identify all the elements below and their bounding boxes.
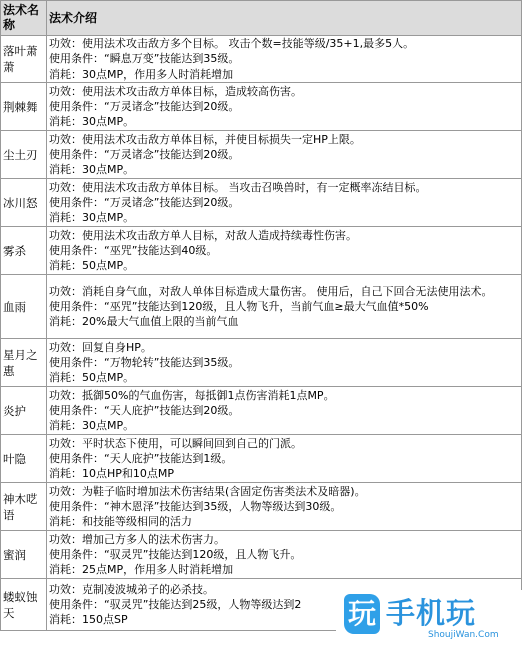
skill-description-line: 消耗：25点MP，作用多人时消耗增加 bbox=[49, 563, 234, 577]
skill-description bbox=[47, 83, 522, 131]
skill-description-line: 消耗：30点MP，作用多人时消耗增加 bbox=[49, 67, 234, 81]
skill-name: 炎护 bbox=[1, 387, 47, 435]
header-skill-name: 法术名称 bbox=[1, 1, 47, 36]
watermark-logo-icon: 玩 bbox=[344, 594, 380, 634]
skill-description-line: 消耗：150点SP bbox=[49, 613, 128, 627]
table-row bbox=[1, 531, 522, 579]
table-row bbox=[1, 339, 522, 387]
skill-description bbox=[47, 227, 522, 275]
skill-description-line: 功效：使用法术攻击敌方单体目标，并使目标损失一定HP上限。 bbox=[49, 132, 361, 146]
table-row bbox=[1, 179, 522, 227]
skill-description-line: 功效：克制凌波城弟子的必杀技。 bbox=[49, 582, 214, 596]
skill-description-line: 功效：使用法术攻击敌方多个目标。 攻击个数=技能等级/35+1,最多5人。 bbox=[49, 37, 415, 51]
watermark-brand: 手机玩 bbox=[386, 596, 477, 630]
skill-description bbox=[47, 275, 522, 339]
skill-description-line: 使用条件：“驭灵咒”技能达到25级，人物等级达到2 bbox=[49, 597, 302, 611]
skill-name: 蜜润 bbox=[1, 531, 47, 579]
skill-description-line: 使用条件：“巫咒”技能达到120级，且人物飞升，当前气血≥最大气血值*50% bbox=[49, 299, 429, 313]
skill-description bbox=[47, 531, 522, 579]
skill-description-line: 功效：回复自身HP。 bbox=[49, 340, 152, 354]
skill-description bbox=[47, 483, 522, 531]
skill-name: 尘土刃 bbox=[1, 131, 47, 179]
skill-name: 冰川怒 bbox=[1, 179, 47, 227]
skill-description-line: 功效：平时状态下使用，可以瞬间回到自己的门派。 bbox=[49, 436, 302, 450]
skill-description bbox=[47, 36, 522, 83]
skill-name: 荆棘舞 bbox=[1, 83, 47, 131]
skill-description bbox=[47, 339, 522, 387]
skill-name: 雾杀 bbox=[1, 227, 47, 275]
watermark bbox=[336, 590, 523, 649]
skill-name: 蝼蚁蚀天 bbox=[1, 579, 47, 631]
skill-description-line: 功效：为鞋子临时增加法术伤害结果(含固定伤害类法术及暗器)。 bbox=[49, 484, 366, 498]
skill-description-line: 消耗：30点MP。 bbox=[49, 211, 135, 225]
skill-description-line: 使用条件：“万物轮转”技能达到35级。 bbox=[49, 355, 240, 369]
skill-description-line: 消耗：20%最大气血值上限的当前气血 bbox=[49, 315, 239, 329]
skill-description-line: 消耗：和技能等级相同的活力 bbox=[49, 515, 192, 529]
skill-description-line: 使用条件：“天人庇护”技能达到20级。 bbox=[49, 403, 240, 417]
skill-description bbox=[47, 131, 522, 179]
watermark-url: ShoujiWan.Com bbox=[428, 630, 499, 640]
skill-name: 血雨 bbox=[1, 275, 47, 339]
skill-description-line: 使用条件：“驭灵咒”技能达到120级，且人物飞升。 bbox=[49, 547, 302, 561]
table-row bbox=[1, 36, 522, 83]
skill-description-line: 功效：使用法术攻击敌方单体目标。 当攻击召唤兽时，有一定概率冻结目标。 bbox=[49, 180, 427, 194]
skill-description-line: 使用条件：“万灵诸念”技能达到20级。 bbox=[49, 195, 240, 209]
skill-name: 落叶萧萧 bbox=[1, 36, 47, 83]
skill-description-line: 消耗：30点MP。 bbox=[49, 115, 135, 129]
table-row bbox=[1, 83, 522, 131]
skill-description-line: 使用条件：“巫咒”技能达到40级。 bbox=[49, 243, 218, 257]
table-row bbox=[1, 387, 522, 435]
table-row bbox=[1, 227, 522, 275]
skill-description-line: 功效：使用法术攻击敌方单体目标，造成较高伤害。 bbox=[49, 84, 302, 98]
table-row bbox=[1, 483, 522, 531]
skill-description bbox=[47, 435, 522, 483]
skill-description-line: 消耗：50点MP。 bbox=[49, 259, 135, 273]
table-row bbox=[1, 435, 522, 483]
skill-name: 神木呓语 bbox=[1, 483, 47, 531]
skill-description-line: 功效：消耗自身气血，对敌人单体目标造成大量伤害。 使用后，自己下回合无法使用法术。 bbox=[49, 284, 493, 298]
skill-description-line: 消耗：30点MP。 bbox=[49, 419, 135, 433]
skill-description bbox=[47, 179, 522, 227]
skill-description-line: 消耗：10点HP和10点MP bbox=[49, 467, 175, 481]
skill-description-line: 消耗：50点MP。 bbox=[49, 371, 135, 385]
skill-description-line: 使用条件：“万灵诸念”技能达到20级。 bbox=[49, 99, 240, 113]
skill-description-line: 使用条件：“神木恩泽”技能达到35级，人物等级达到30级。 bbox=[49, 499, 342, 513]
skill-name: 叶隐 bbox=[1, 435, 47, 483]
table-row bbox=[1, 275, 522, 339]
skill-description-line: 功效：使用法术攻击敌方单人目标，对敌人造成持续毒性伤害。 bbox=[49, 228, 357, 242]
skill-description-line: 消耗：30点MP。 bbox=[49, 163, 135, 177]
skill-description bbox=[47, 387, 522, 435]
skill-description-line: 使用条件：“万灵诸念”技能达到20级。 bbox=[49, 147, 240, 161]
skill-description-line: 功效：增加己方多人的法术伤害力。 bbox=[49, 532, 225, 546]
skill-description-line: 功效：抵御50%的气血伤害，每抵御1点伤害消耗1点MP。 bbox=[49, 388, 335, 402]
skill-description-line: 使用条件：“天人庇护”技能达到1级。 bbox=[49, 451, 233, 465]
skill-name: 星月之惠 bbox=[1, 339, 47, 387]
table-row bbox=[1, 131, 522, 179]
skill-description-line: 使用条件：“瞬息万变”技能达到35级。 bbox=[49, 52, 240, 66]
header-skill-desc: 法术介绍 bbox=[47, 1, 522, 36]
table-header-row bbox=[1, 1, 522, 36]
